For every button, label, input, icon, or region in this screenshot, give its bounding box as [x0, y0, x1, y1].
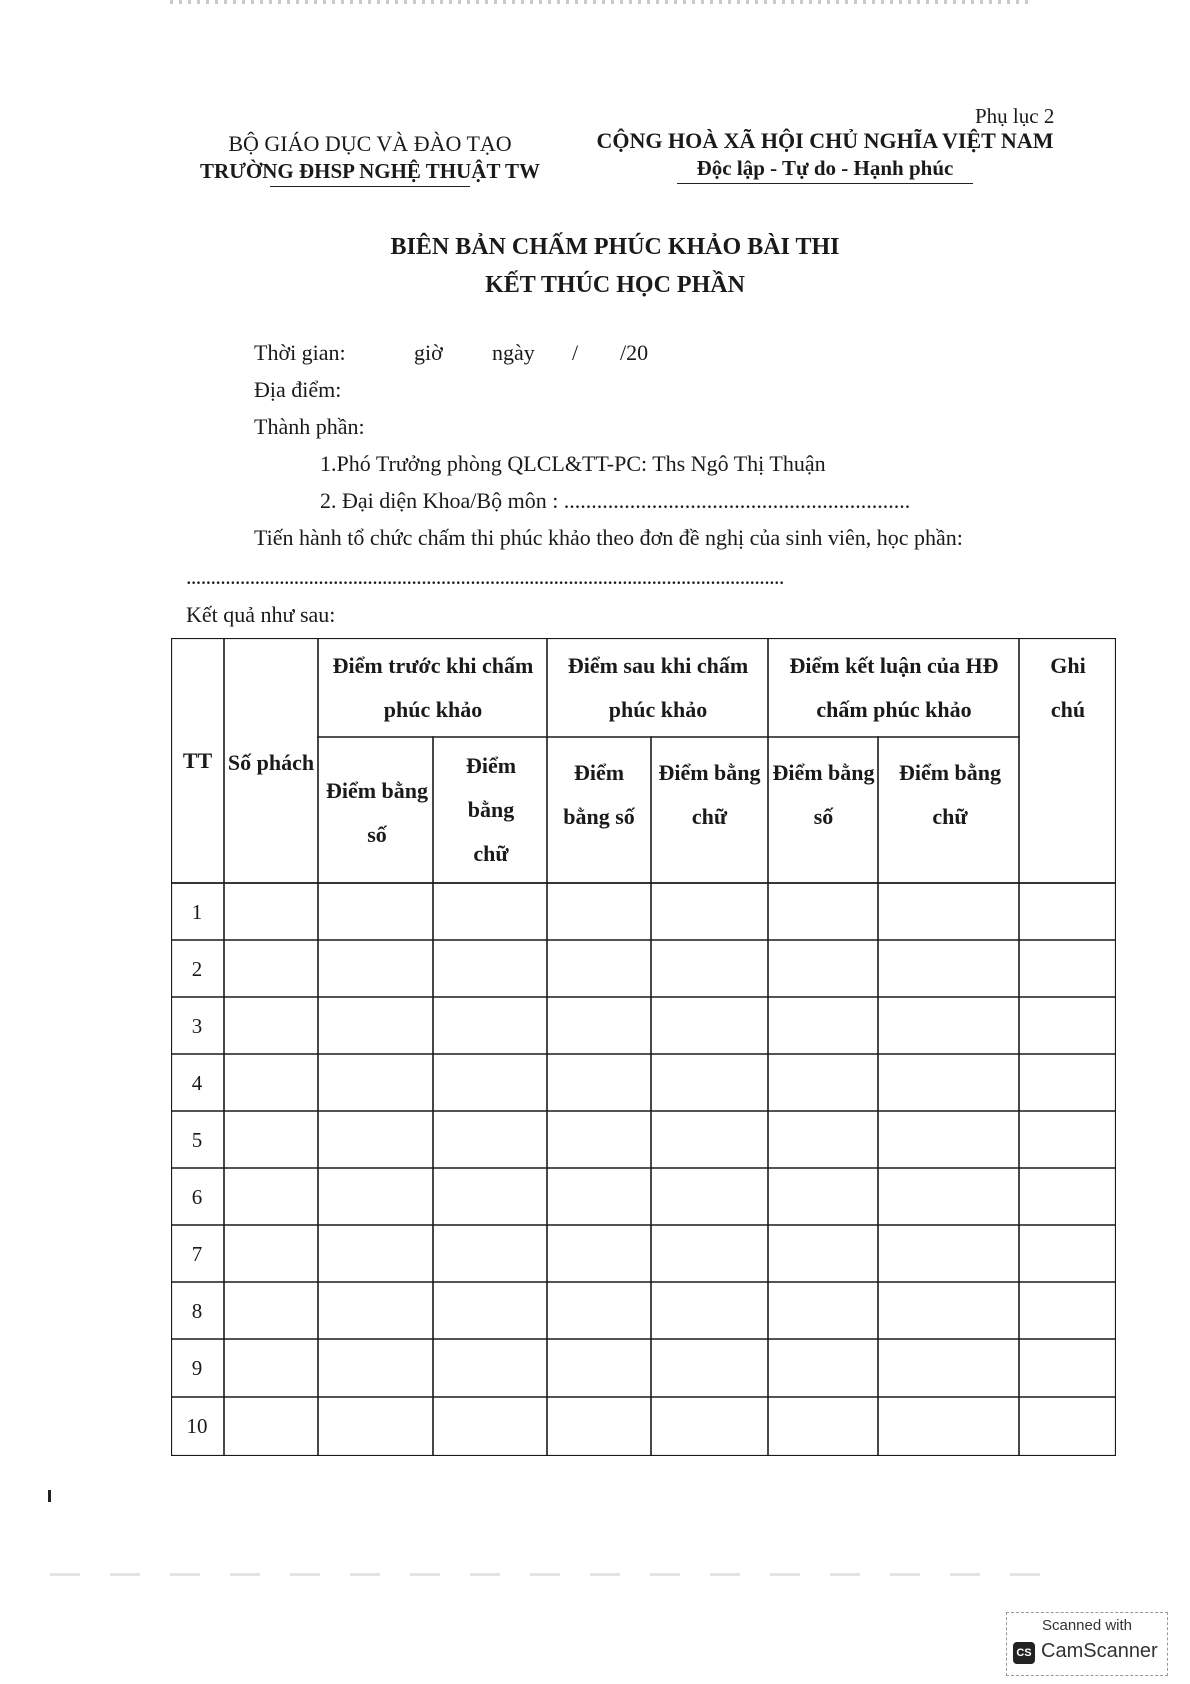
title-line-1: BIÊN BẢN CHẤM PHÚC KHẢO BÀI THI	[390, 234, 840, 260]
row-number: 5	[191, 1128, 203, 1152]
school-name: TRƯỜNG ĐHSP NGHỆ THUẬT TW	[200, 159, 540, 183]
row-number: 1	[191, 900, 203, 924]
scan-mark	[48, 1490, 51, 1502]
camscanner-watermark	[1006, 1612, 1168, 1676]
place-label: Địa điểm:	[254, 377, 342, 402]
title-line-2: KẾT THÚC HỌC PHẦN	[485, 272, 745, 298]
year-prefix: /20	[620, 340, 649, 365]
row-number: 8	[191, 1299, 203, 1323]
header-left-underline	[270, 186, 470, 187]
header-so-phach: Số phách	[227, 750, 315, 775]
row-number: 4	[191, 1071, 203, 1095]
header-conclusion-words: Điểm bằng chữ	[898, 759, 1002, 829]
camscanner-logo-icon: CS	[1013, 1642, 1035, 1664]
hour-label: giờ	[414, 340, 443, 365]
header-conclusion-number: Điểm bằng số	[772, 759, 875, 829]
header-after: Điểm sau khi chấm phúc khảo	[567, 652, 749, 722]
date-slash: /	[572, 340, 579, 365]
header-after-words: Điểm bằng chữ	[658, 759, 761, 829]
header-before-number: Điểm bằng số	[325, 778, 429, 847]
country-name: CỘNG HOÀ XÃ HỘI CHỦ NGHĨA VIỆT NAM	[596, 128, 1054, 153]
header-before: Điểm trước khi chấm phúc khảo	[332, 652, 534, 722]
members-label: Thành phần:	[254, 414, 365, 439]
member-1: 1.Phó Trưởng phòng QLCL&TT-PC: Ths Ngô Thị Thuận	[320, 451, 826, 476]
proceeding-text: Tiến hành tổ chức chấm thi phúc khảo theo đơn đề nghị của sinh viên, học phần:	[254, 525, 963, 550]
watermark-caption: Scanned with	[1041, 1617, 1133, 1634]
day-label: ngày	[492, 340, 535, 365]
member-2: 2. Đại diện Khoa/Bộ môn : ...............................................................	[320, 488, 911, 513]
row-number: 2	[191, 957, 203, 981]
national-motto: Độc lập - Tự do - Hạnh phúc	[696, 156, 954, 180]
header-before-words: Điểm bằng chữ	[465, 753, 517, 866]
ministry-name: BỘ GIÁO DỤC VÀ ĐÀO TẠO	[228, 131, 512, 156]
course-dotted-line: ..........................................................................................................................	[186, 564, 784, 589]
row-number: 3	[191, 1014, 203, 1038]
appendix-label: Phụ lục 2	[975, 104, 1055, 128]
document-title	[300, 228, 930, 304]
results-label: Kết quả như sau:	[186, 602, 336, 627]
row-number: 10	[186, 1414, 208, 1438]
results-table	[171, 638, 1116, 1456]
row-number: 7	[191, 1242, 203, 1266]
header-note: Ghi chú	[1050, 652, 1086, 722]
row-number: 6	[191, 1185, 203, 1209]
header-tt: TT	[182, 747, 213, 773]
header-right	[580, 128, 1070, 184]
scan-top-artifact	[170, 0, 1030, 4]
header-conclusion: Điểm kết luận của HĐ chấm phúc khảo	[789, 652, 999, 722]
header-after-number: Điểm bằng số	[563, 759, 635, 829]
time-label: Thời gian:	[254, 340, 346, 365]
header-left	[180, 131, 560, 187]
row-number: 9	[191, 1356, 203, 1380]
watermark-brand: CamScanner	[1041, 1640, 1158, 1662]
scan-bottom-artifact	[50, 1573, 1070, 1576]
header-right-underline	[677, 183, 973, 184]
